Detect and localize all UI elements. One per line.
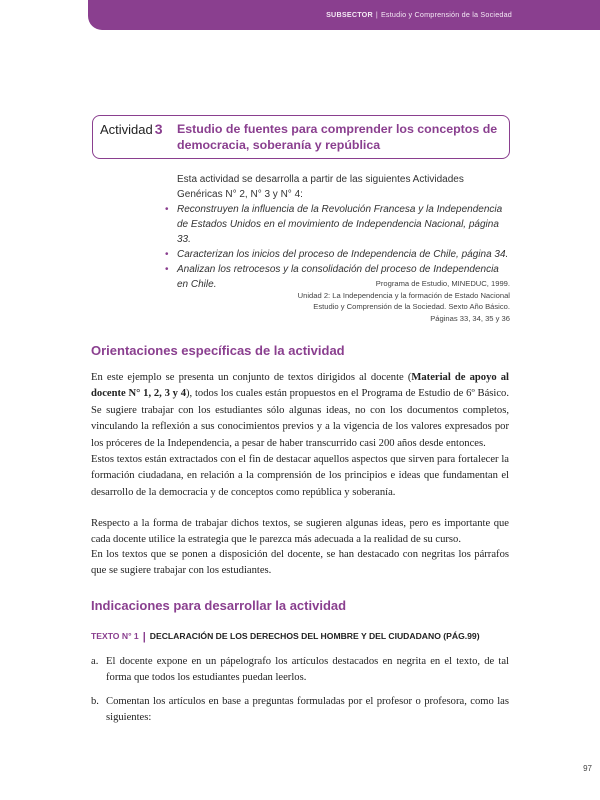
section-heading-orientaciones: Orientaciones específicas de la actividad [91,343,345,358]
subsector-label: SUBSECTOR [326,10,373,19]
bullet-icon: • [165,264,169,275]
bold-reference: Material de apoyo al docente N° 1, 2, 3 y 4 [91,372,510,400]
header-separator: | [375,10,378,19]
intro-text: Esta actividad se desarrolla a partir de las siguientes Actividades Genéricas N° 2, N° 3 y N° 4: [177,174,464,200]
list-item [91,654,509,687]
paragraph: En los textos que se ponen a disposición del docente, se han destacado con negritas los párrafos que se sugiere trabajar con los estudiantes. [91,549,509,577]
citation-line: Estudio y Comprensión de la Sociedad. Sexto Año Básico. [313,302,510,311]
list-item: • Analizan los retrocesos y la consolidación del proceso de Independencia en Chile. [165,264,499,290]
paragraph: Estos textos están extractados con el fin de destacar aquellos aspectos que sirven para fortalecer la formación ciudadana, en relación a la comprensión de los principios e ideas que fundamentan el desarrollo de la democracia y de conceptos como república y soberanía. [91,454,509,498]
paragraph: En este ejemplo se presenta un conjunto de textos dirigidos al docente (Material de apoyo al docente N° 1, 2, 3 y 4), todos los cuales están propuestos en el Programa de Estudio de 6º Básico. Se sugiere trabajar con los estudiantes sólo algunas ideas, no con los documentos completos, vinculando la reflexión a sus conocimientos previos y a la vigencia de los valores expresados por los próceres de la Independencia, a pesar de haber transcurrido casi 200 años desde entonces. [91,372,510,449]
activity-intro [165,172,512,292]
item-letter: b. [91,696,99,707]
list-item [91,694,509,727]
list-item: • Reconstruyen la influencia de la Revolución Francesa y la Independencia de Estados Unidos en el movimiento de Independencia Nacional, página 33. [165,204,503,245]
section-heading-indicaciones: Indicaciones para desarrollar la actividad [91,598,347,613]
item-text: Comentan los artículos en base a preguntas formuladas por el profesor o profesora, como las siguientes: [106,696,509,724]
texto-title: DECLARACIÓN DE LOS DERECHOS DEL HOMBRE Y DEL CIUDADANO (PÁG.99) [149,631,480,641]
activity-label [100,121,163,137]
page-number: 97 [583,764,592,773]
item-letter: a. [91,656,99,667]
citation-line: Unidad 2: La Independencia y la formación de Estado Nacional [297,290,510,300]
texto-label [91,631,480,643]
item-text: El docente expone en un pápelografo los artículos destacados en negrita en el texto, de tal forma que todos los estudiantes puedan leerlos. [106,656,509,684]
paragraph: Respecto a la forma de trabajar dichos textos, se sugieren algunas ideas, pero es importante que cada docente utilice la estrategia que le parezca más adecuada a la realidad de su curso. [91,518,509,546]
subject-name: Estudio y Comprensión de la Sociedad [380,10,512,19]
activity-number: 3 [154,121,163,137]
bullet-icon: • [165,249,169,260]
activity-title: Estudio de fuentes para comprender los conceptos de democracia, soberanía y república [177,122,498,152]
citation-line: Programa de Estudio, MINEDUC, 1999. [375,279,510,288]
citation-line: Páginas 33, 34, 35 y 36 [430,313,510,323]
texto-separator: | [142,631,146,643]
texto-tag: TEXTO N° 1 [91,631,139,641]
list-item: • Caracterizan los inicios del proceso de Independencia de Chile, página 34. [165,249,509,260]
header-subject [326,10,512,19]
bullet-icon: • [165,204,169,215]
source-citation [210,278,510,324]
activity-word: Actividad [100,122,153,137]
